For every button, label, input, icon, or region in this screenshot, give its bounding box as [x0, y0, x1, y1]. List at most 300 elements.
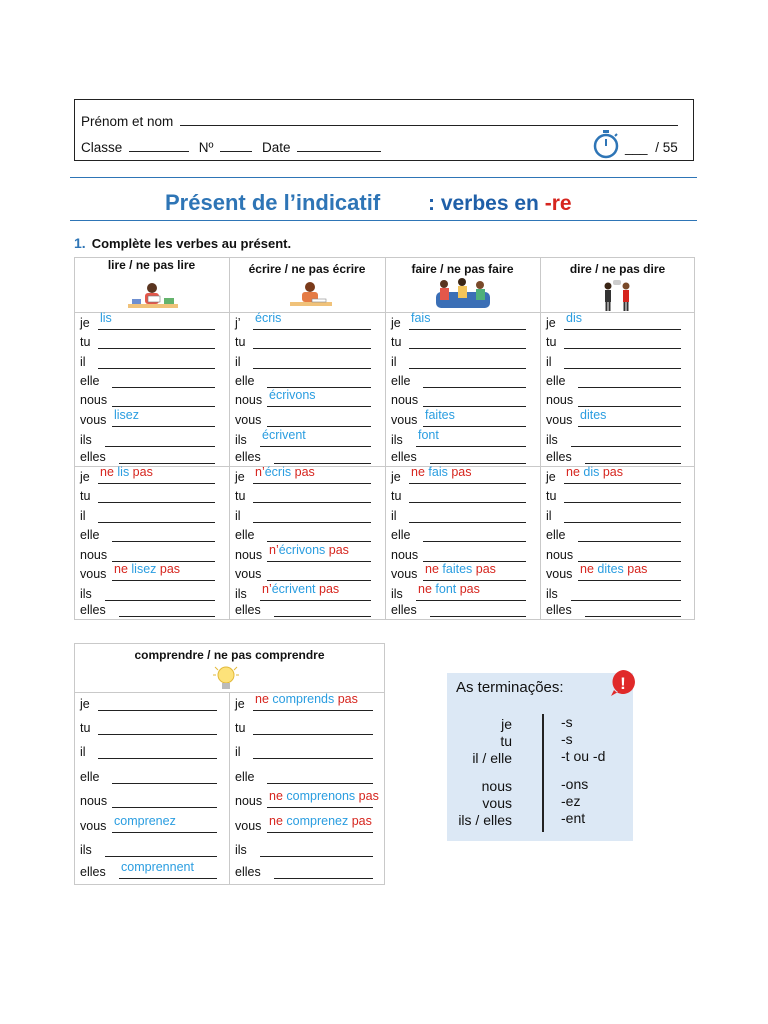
- answer-blank[interactable]: [274, 865, 373, 879]
- pronoun: vous: [235, 567, 262, 581]
- table-row: [391, 509, 534, 525]
- answer-negation-end: pas: [456, 582, 480, 596]
- title-top-rule: [70, 177, 697, 178]
- table-row: [235, 528, 379, 544]
- answer-blank[interactable]: [98, 335, 215, 349]
- answer-blank[interactable]: [260, 843, 373, 857]
- table-row: [546, 562, 689, 583]
- pronoun: nous: [235, 548, 263, 562]
- table-row: [391, 465, 534, 486]
- answer-verb: comprenons: [286, 789, 356, 803]
- answer-blank[interactable]: [98, 721, 217, 735]
- answer: [100, 311, 112, 325]
- table-row: [546, 509, 689, 525]
- answer-blank[interactable]: [267, 413, 371, 427]
- table-row: [546, 489, 689, 505]
- answer-verb: écris: [255, 311, 282, 325]
- pronoun: vous: [235, 819, 262, 833]
- date-field[interactable]: [297, 140, 381, 152]
- answer-blank[interactable]: [564, 335, 681, 349]
- table-row: [546, 528, 689, 544]
- answer-verb: comprennent: [121, 860, 194, 874]
- column-heading: lire / ne pas lire: [107, 258, 196, 272]
- table-row: [391, 428, 534, 449]
- table-row: [80, 311, 223, 332]
- pronoun: elles: [80, 450, 106, 464]
- answer-blank[interactable]: [564, 355, 681, 369]
- page-subtitle: [428, 192, 572, 216]
- answer-blank[interactable]: [98, 745, 217, 759]
- answer: [255, 311, 281, 325]
- table-row: [391, 582, 534, 603]
- answer-blank[interactable]: [571, 433, 681, 447]
- answer-negation-start: n’: [255, 465, 265, 479]
- answer-negation-end: pas: [623, 562, 648, 576]
- pronoun: elle: [391, 374, 411, 388]
- table-row: [80, 450, 223, 466]
- answer-negation-end: pas: [447, 465, 472, 479]
- answer-blank[interactable]: [423, 528, 526, 542]
- answer-negation-start: n’: [262, 582, 272, 596]
- table-column-line: [229, 692, 230, 885]
- answer: [255, 465, 315, 479]
- answer-blank[interactable]: [112, 548, 215, 562]
- answer-blank[interactable]: [423, 548, 526, 562]
- table-row: [80, 374, 223, 390]
- pronoun: vous: [391, 567, 418, 581]
- answer: [269, 789, 379, 803]
- answer-verb: dis: [583, 465, 600, 479]
- pronoun: ils: [235, 433, 247, 447]
- pronoun: je: [391, 316, 401, 330]
- ending-pronoun: vous: [482, 795, 512, 811]
- table-row: [80, 814, 223, 835]
- answer: [121, 860, 194, 874]
- pronoun: je: [235, 470, 245, 484]
- answer-blank[interactable]: [585, 603, 681, 617]
- ending-pronoun: nous: [481, 778, 512, 794]
- answer-blank[interactable]: [578, 528, 681, 542]
- answer-blank[interactable]: [98, 509, 215, 523]
- answer-verb: font: [418, 428, 439, 442]
- answer-blank[interactable]: [585, 450, 681, 464]
- ending-suffix: -ons: [561, 776, 589, 792]
- answer-blank[interactable]: [112, 393, 215, 407]
- table-row: [235, 413, 379, 429]
- table-row: [546, 393, 689, 409]
- answer-verb: fais: [428, 465, 448, 479]
- class-row: [81, 140, 381, 155]
- answer: [411, 311, 430, 325]
- answer-blank[interactable]: [409, 489, 526, 503]
- pronoun: tu: [80, 721, 91, 735]
- table-row: [235, 465, 379, 486]
- pronoun: elles: [235, 865, 261, 879]
- answer-verb: lis: [100, 311, 112, 325]
- pronoun: tu: [235, 335, 246, 349]
- answer: [566, 311, 582, 325]
- table-row: [391, 335, 534, 351]
- answer-verb: fais: [411, 311, 431, 325]
- answer-verb: écrivons: [269, 388, 316, 402]
- column-heading: écrire / ne pas écrire: [248, 262, 366, 276]
- answer-blank[interactable]: [274, 450, 371, 464]
- pronoun: je: [80, 697, 90, 711]
- alert-icon: [608, 668, 638, 698]
- answer-negation-start: ne: [269, 789, 287, 803]
- answer-verb: écrivons: [278, 543, 326, 557]
- table-row: [546, 433, 689, 449]
- table-row: [235, 692, 379, 713]
- pronoun: nous: [80, 548, 108, 562]
- pronoun: elles: [546, 450, 572, 464]
- stopwatch-icon: [591, 129, 621, 159]
- endings-divider: [542, 714, 544, 832]
- table-row: [235, 388, 379, 409]
- number-field[interactable]: [220, 140, 252, 152]
- table-row: [80, 860, 223, 881]
- answer-blank[interactable]: [98, 697, 217, 711]
- answer-verb: dis: [566, 311, 582, 325]
- pronoun: vous: [80, 819, 107, 833]
- answer-verb: font: [435, 582, 457, 596]
- table-row: [391, 450, 534, 466]
- answer: [425, 408, 455, 422]
- table-row: [80, 528, 223, 544]
- table-row: [391, 393, 534, 409]
- pronoun: il: [391, 509, 397, 523]
- answer-blank[interactable]: [571, 587, 681, 601]
- answer: [580, 408, 606, 422]
- table-row: [80, 393, 223, 409]
- answer-blank[interactable]: [578, 374, 681, 388]
- table-row: [235, 489, 379, 505]
- column-heading: dire / ne pas dire: [569, 262, 666, 276]
- pronoun: elle: [235, 528, 255, 542]
- table-row: [80, 770, 223, 786]
- endings-title: As terminações:: [456, 679, 564, 696]
- answer-blank[interactable]: [112, 770, 217, 784]
- answer-blank[interactable]: [267, 528, 371, 542]
- pronoun: je: [235, 697, 245, 711]
- answer: [114, 814, 176, 828]
- exercise-text: Complète les verbes au présent.: [91, 236, 292, 251]
- answer-blank[interactable]: [578, 393, 681, 407]
- answer: [269, 388, 316, 402]
- pronoun: vous: [235, 413, 262, 427]
- answer-blank[interactable]: [98, 316, 215, 330]
- pronoun: elle: [235, 770, 255, 784]
- pronoun: tu: [391, 489, 402, 503]
- answer-blank[interactable]: [274, 603, 371, 617]
- answer-negation-end: pas: [355, 789, 379, 803]
- table-row: [235, 450, 379, 466]
- table-row: [546, 355, 689, 371]
- answer-blank[interactable]: [98, 355, 215, 369]
- pronoun: elle: [546, 374, 566, 388]
- answer: [418, 428, 439, 442]
- answer-verb: dites: [597, 562, 624, 576]
- pronoun: je: [546, 470, 556, 484]
- table-row: [80, 562, 223, 583]
- answer-blank[interactable]: [409, 355, 526, 369]
- answer-blank[interactable]: [105, 587, 215, 601]
- pronoun: il: [235, 355, 241, 369]
- answer-blank[interactable]: [267, 567, 371, 581]
- class-label: Classe: [81, 140, 123, 155]
- ending-suffix: -ent: [561, 810, 586, 826]
- answer-verb: lis: [117, 465, 130, 479]
- pronoun: vous: [546, 567, 573, 581]
- answer: [114, 562, 180, 576]
- pronoun: ils: [235, 587, 247, 601]
- table-row: [235, 428, 379, 449]
- answer-negation-start: ne: [100, 465, 118, 479]
- table-row: [391, 311, 534, 332]
- answer-blank[interactable]: [423, 393, 526, 407]
- answer-blank[interactable]: [253, 489, 371, 503]
- table-row: [80, 603, 223, 619]
- table-row: [235, 543, 379, 564]
- answer-verb: lisez: [114, 408, 140, 422]
- answer: [255, 692, 358, 706]
- answer-verb: dites: [580, 408, 607, 422]
- answer-verb: écrivent: [271, 582, 316, 596]
- talking-people-icon: [598, 280, 638, 312]
- pronoun: elle: [235, 374, 255, 388]
- answer-negation-end: pas: [291, 465, 315, 479]
- answer: [566, 465, 623, 479]
- pronoun: vous: [80, 413, 107, 427]
- answer: [425, 562, 496, 576]
- ending-suffix: -s: [561, 714, 573, 730]
- table-row: [80, 355, 223, 371]
- answer-blank[interactable]: [267, 374, 371, 388]
- pronoun: elle: [80, 770, 100, 784]
- answer-blank[interactable]: [253, 509, 371, 523]
- pronoun: elle: [546, 528, 566, 542]
- column-heading: faire / ne pas faire: [411, 262, 514, 276]
- table-row: [235, 770, 379, 786]
- pronoun: elles: [391, 450, 417, 464]
- answer-negation-start: ne: [269, 814, 287, 828]
- answer-negation-end: pas: [348, 814, 372, 828]
- ending-suffix: -ez: [561, 793, 581, 809]
- answer-verb: comprends: [272, 692, 335, 706]
- class-field[interactable]: [129, 140, 189, 152]
- pronoun: tu: [235, 489, 246, 503]
- pronoun: il: [235, 509, 241, 523]
- pronoun: tu: [546, 489, 557, 503]
- table-row: [235, 335, 379, 351]
- pronoun: elle: [80, 528, 100, 542]
- answer-verb: faites: [442, 562, 473, 576]
- ending-pronoun: tu: [500, 733, 512, 749]
- column-heading: comprendre / ne pas comprendre: [134, 648, 325, 662]
- ending-pronoun: je: [501, 716, 512, 732]
- pronoun: ils: [80, 843, 92, 857]
- answer-negation-start: ne: [425, 562, 443, 576]
- name-label: Prénom et nom: [81, 114, 174, 129]
- answer: [269, 814, 372, 828]
- pronoun: elles: [235, 603, 261, 617]
- answer-blank[interactable]: [119, 603, 215, 617]
- answer: [100, 465, 153, 479]
- table-row: [391, 562, 534, 583]
- pronoun: nous: [391, 393, 419, 407]
- pronoun: vous: [391, 413, 418, 427]
- pronoun: ils: [546, 587, 558, 601]
- name-field[interactable]: [180, 114, 678, 126]
- answer-blank[interactable]: [267, 770, 373, 784]
- pronoun: ils: [80, 587, 92, 601]
- date-label: Date: [262, 140, 291, 155]
- table-row: [235, 814, 379, 835]
- pronoun: il: [80, 509, 86, 523]
- answer-blank[interactable]: [253, 745, 373, 759]
- answer-negation-start: ne: [580, 562, 598, 576]
- answer-blank[interactable]: [253, 355, 371, 369]
- name-row: [81, 114, 678, 129]
- score-blank[interactable]: ___: [625, 140, 648, 155]
- answer-blank[interactable]: [423, 374, 526, 388]
- title-bottom-rule: [70, 220, 697, 221]
- pronoun: je: [391, 470, 401, 484]
- answer-blank[interactable]: [430, 450, 526, 464]
- table-row: [546, 408, 689, 429]
- answer-blank[interactable]: [105, 433, 215, 447]
- table-row: [391, 528, 534, 544]
- pronoun: elles: [391, 603, 417, 617]
- pronoun: nous: [546, 393, 574, 407]
- table-row: [235, 567, 379, 583]
- table-row: [235, 582, 379, 603]
- pronoun: nous: [80, 794, 108, 808]
- answer-blank[interactable]: [98, 489, 215, 503]
- subtitle-prefix: : verbes en: [428, 192, 545, 215]
- answer-blank[interactable]: [119, 450, 215, 464]
- alert-mark: !: [620, 674, 626, 693]
- answer-negation-start: ne: [566, 465, 584, 479]
- table-row: [80, 721, 223, 737]
- table-row: [391, 355, 534, 371]
- answer-blank[interactable]: [112, 374, 215, 388]
- table-row: [80, 509, 223, 525]
- pronoun: je: [80, 470, 90, 484]
- table-row: [235, 355, 379, 371]
- doing-people-icon: [430, 276, 496, 312]
- pronoun: elle: [80, 374, 100, 388]
- answer-negation-end: pas: [325, 543, 349, 557]
- table-row: [235, 603, 379, 619]
- table-row: [80, 745, 223, 761]
- pronoun: il: [235, 745, 241, 759]
- pronoun: il: [391, 355, 397, 369]
- table-row: [235, 311, 379, 332]
- answer-negation-end: pas: [315, 582, 340, 596]
- answer-verb: lisez: [131, 562, 157, 576]
- answer-blank[interactable]: [112, 528, 215, 542]
- table-row: [546, 374, 689, 390]
- answer-negation-start: n’: [269, 543, 279, 557]
- table-row: [235, 789, 379, 810]
- answer-blank[interactable]: [564, 509, 681, 523]
- pronoun: vous: [546, 413, 573, 427]
- score: [625, 140, 678, 155]
- page-title: Présent de l’indicatif: [165, 190, 381, 215]
- pronoun: nous: [235, 794, 263, 808]
- pronoun: il: [546, 509, 552, 523]
- table-row: [391, 603, 534, 619]
- pronoun: tu: [391, 335, 402, 349]
- table-row-line: [74, 312, 695, 313]
- table-row: [80, 465, 223, 486]
- pronoun: tu: [80, 335, 91, 349]
- table-row: [80, 335, 223, 351]
- pronoun: il: [546, 355, 552, 369]
- pronoun: tu: [235, 721, 246, 735]
- pronoun: ils: [391, 433, 403, 447]
- pronoun: nous: [235, 393, 263, 407]
- answer-blank[interactable]: [105, 843, 217, 857]
- table-row: [391, 374, 534, 390]
- table-row: [80, 697, 223, 713]
- answer-blank[interactable]: [409, 509, 526, 523]
- answer-blank[interactable]: [430, 603, 526, 617]
- answer-verb: faites: [425, 408, 455, 422]
- lightbulb-icon: [213, 664, 239, 694]
- pronoun: ils: [235, 843, 247, 857]
- answer-verb: comprenez: [114, 814, 176, 828]
- ending-pronoun: ils / elles: [458, 812, 512, 828]
- table-row: [80, 794, 223, 810]
- answer-blank[interactable]: [253, 721, 373, 735]
- answer-blank[interactable]: [409, 335, 526, 349]
- answer-negation-end: pas: [472, 562, 496, 576]
- pronoun: ils: [546, 433, 558, 447]
- table-row: [80, 843, 223, 859]
- table-row: [80, 433, 223, 449]
- pronoun: elles: [80, 865, 106, 879]
- answer-negation-start: ne: [418, 582, 436, 596]
- answer: [411, 465, 471, 479]
- answer-verb: écris: [264, 465, 292, 479]
- number-label: Nº: [198, 140, 214, 155]
- answer-blank[interactable]: [564, 489, 681, 503]
- pronoun: elles: [546, 603, 572, 617]
- pronoun: elles: [80, 603, 106, 617]
- ending-suffix: -s: [561, 731, 573, 747]
- answer-negation-end: pas: [129, 465, 153, 479]
- table-row: [546, 335, 689, 351]
- answer-negation-start: ne: [411, 465, 429, 479]
- answer-blank[interactable]: [112, 794, 217, 808]
- table-row: [235, 509, 379, 525]
- pronoun: tu: [80, 489, 91, 503]
- subtitle-suffix: -re: [544, 192, 572, 215]
- exercise-instruction: [74, 235, 291, 251]
- answer-negation-start: ne: [114, 562, 132, 576]
- pronoun: il: [80, 355, 86, 369]
- writing-person-icon: [288, 280, 334, 310]
- answer-blank[interactable]: [578, 548, 681, 562]
- table-row: [546, 450, 689, 466]
- pronoun: ils: [391, 587, 403, 601]
- answer: [418, 582, 480, 596]
- answer-blank[interactable]: [253, 335, 371, 349]
- table-row: [80, 489, 223, 505]
- table-row: [391, 489, 534, 505]
